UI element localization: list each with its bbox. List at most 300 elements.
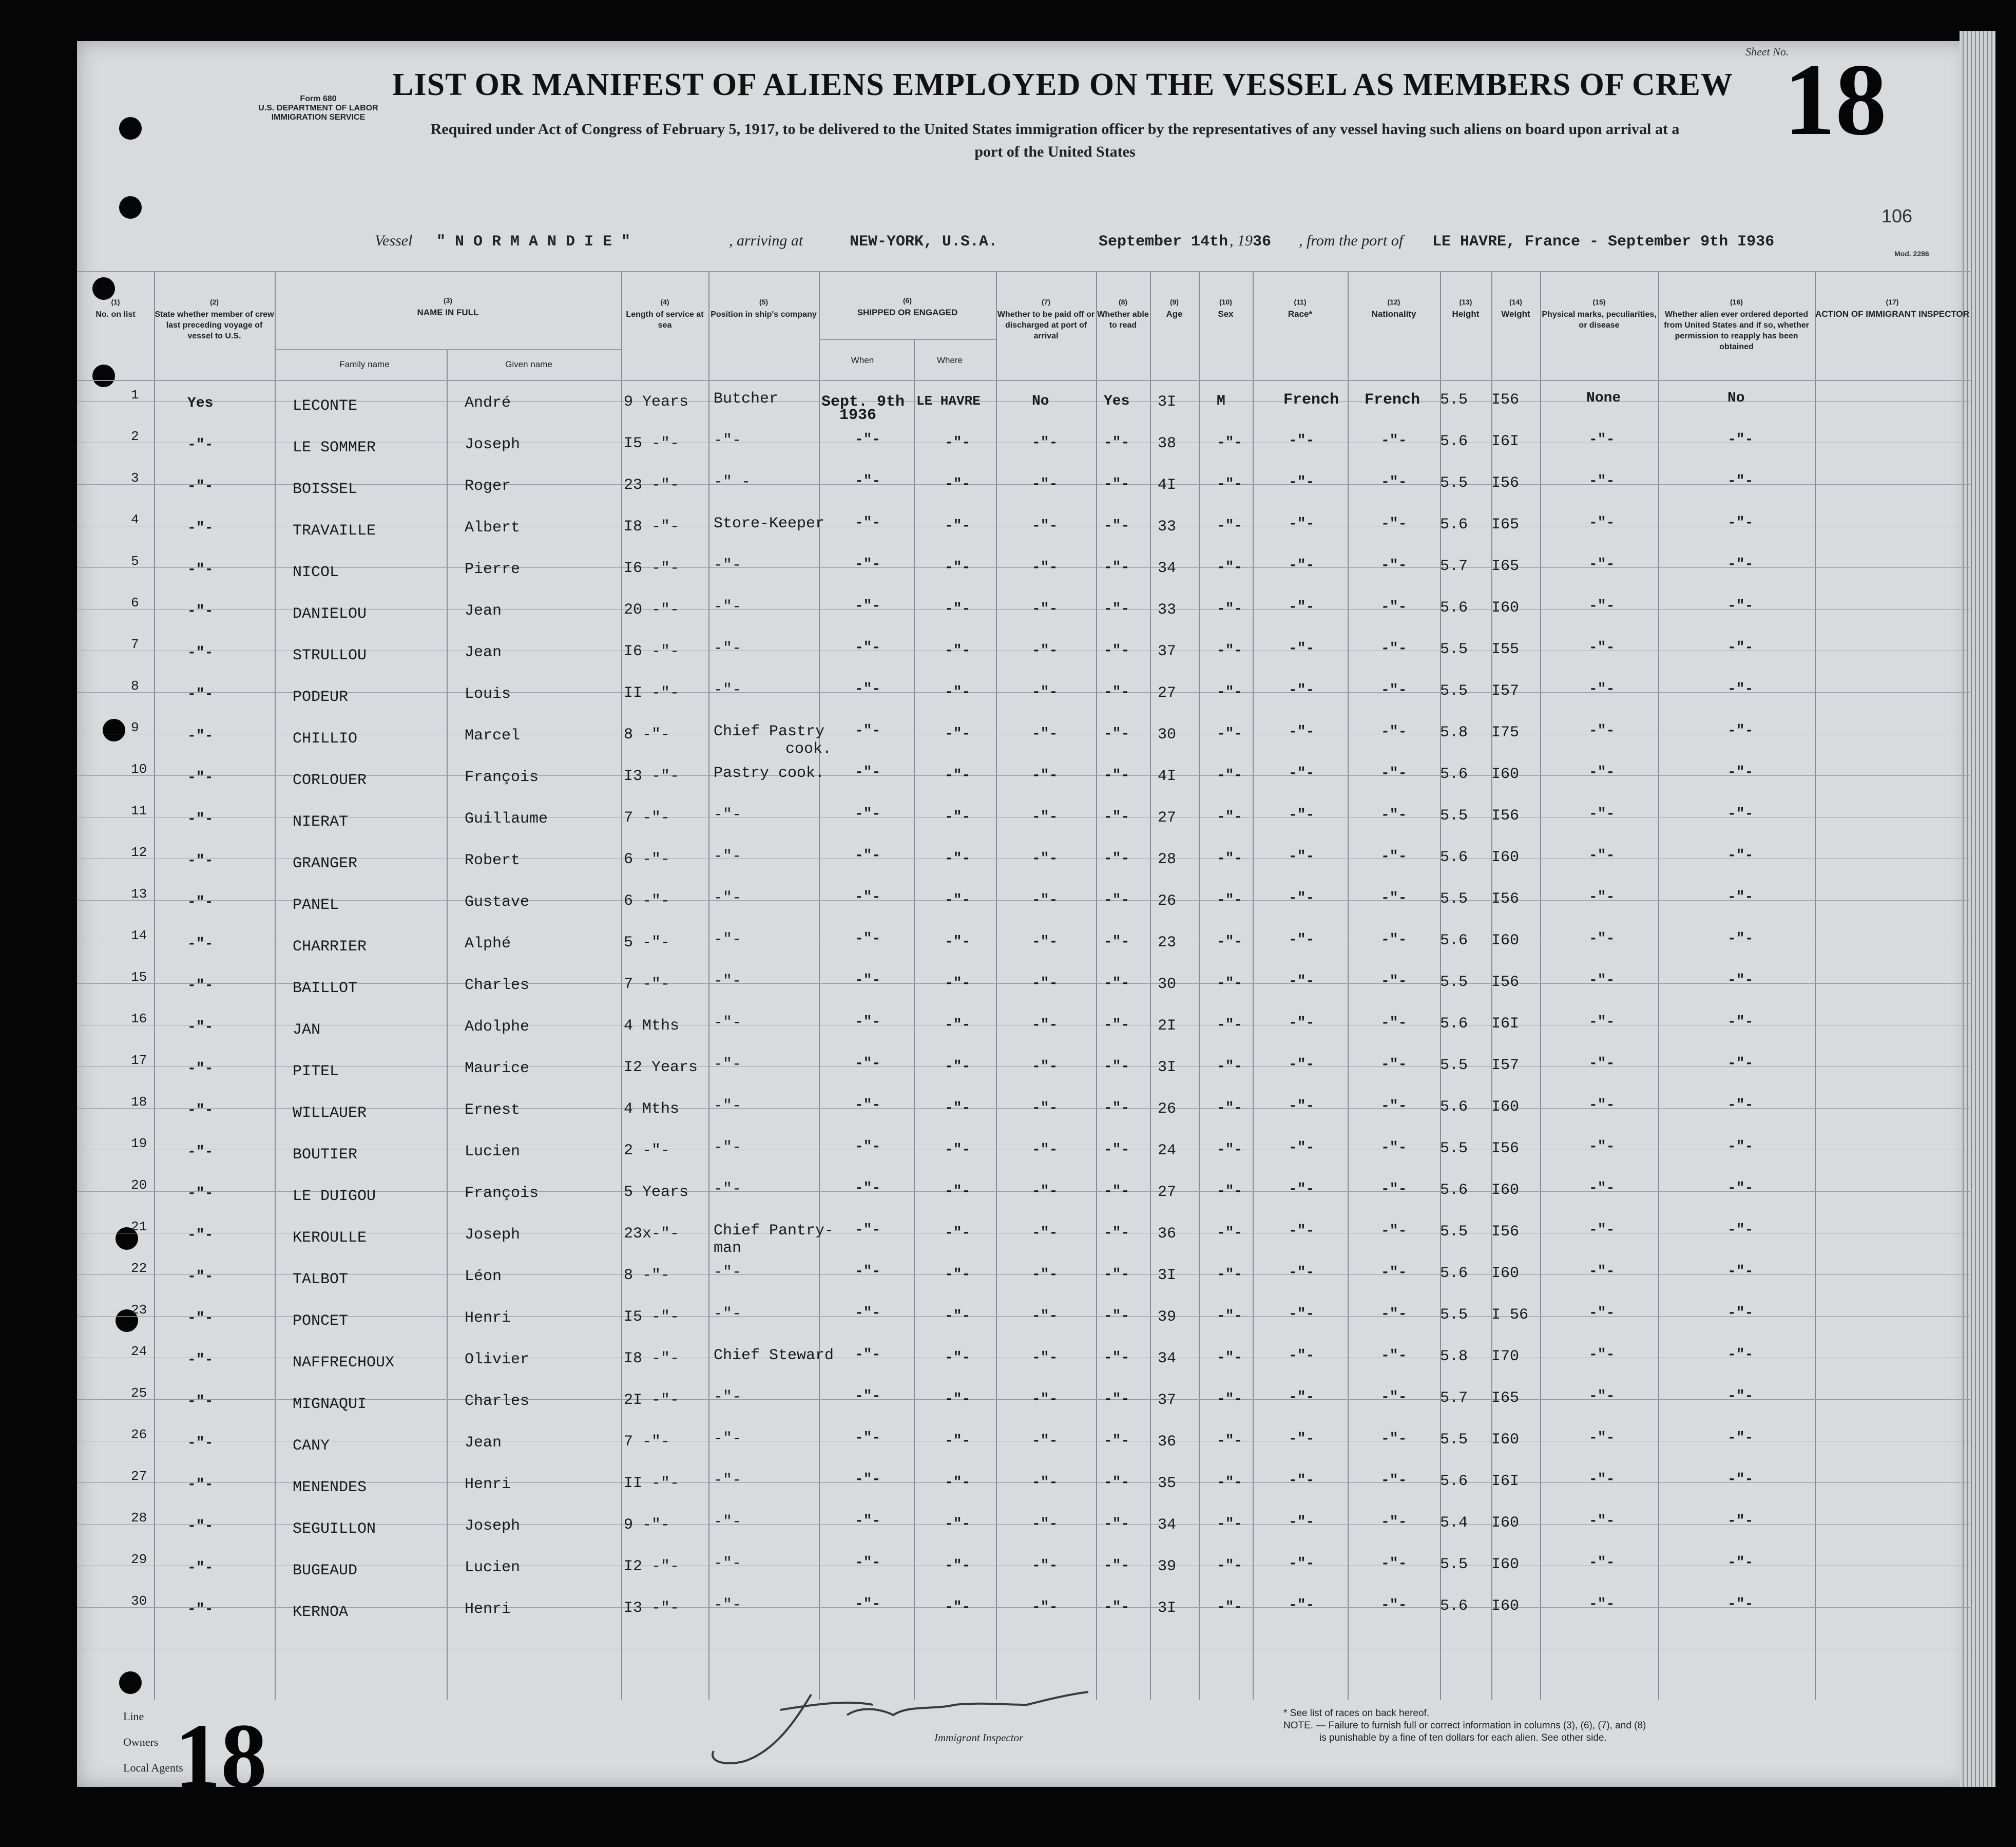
family-name: LE SOMMER — [293, 439, 376, 456]
physical-marks: -"- — [1589, 557, 1615, 573]
given-name: Maurice — [465, 1060, 530, 1077]
sex: -"- — [1217, 1100, 1243, 1116]
row-number: 6 — [131, 595, 139, 611]
given-name: Robert — [465, 852, 521, 869]
row-number: 26 — [131, 1427, 147, 1442]
physical-marks: -"- — [1589, 432, 1615, 448]
row-number: 11 — [131, 803, 147, 818]
age: 3I — [1158, 393, 1177, 411]
nationality: -"- — [1381, 1098, 1407, 1114]
ship-position: -"- — [714, 1056, 742, 1073]
prev-voyage: -"- — [187, 1435, 214, 1451]
column-number: (13) — [1459, 298, 1472, 306]
shipped-when: -"- — [855, 806, 881, 822]
column-number: (2) — [209, 298, 219, 306]
height: 5.6 — [1440, 1473, 1468, 1490]
given-name: Lucien — [465, 1143, 521, 1160]
given-name: Albert — [465, 519, 521, 537]
age: 3I — [1158, 1059, 1177, 1076]
family-name: BUGEAUD — [293, 1562, 358, 1579]
paid-off: -"- — [1032, 1600, 1058, 1615]
nationality: -"- — [1381, 766, 1407, 782]
weight: I6I — [1491, 1473, 1520, 1490]
column-divider — [1540, 272, 1541, 1700]
inspector-label: Immigrant Inspector — [934, 1731, 1024, 1744]
age: 34 — [1158, 1516, 1177, 1534]
column-number: (7) — [1041, 298, 1051, 306]
paid-off: -"- — [1032, 892, 1058, 908]
shipped-when: -"- — [855, 1596, 881, 1612]
ship-position: -"- — [714, 973, 742, 990]
able-to-read: -"- — [1104, 976, 1130, 992]
nationality: -"- — [1381, 724, 1407, 740]
given-name: Olivier — [465, 1351, 530, 1368]
arrival-date: September 14th — [1099, 233, 1228, 251]
paid-off: -"- — [1032, 1142, 1058, 1158]
deported: -"- — [1727, 1596, 1754, 1612]
shipped-where: -"- — [945, 1225, 971, 1241]
prev-voyage: -"- — [187, 770, 214, 786]
column-header — [1440, 297, 1491, 319]
race: -"- — [1289, 641, 1315, 657]
nationality: -"- — [1381, 474, 1407, 490]
punch-hole — [119, 117, 142, 140]
height: 5.8 — [1440, 1348, 1468, 1365]
shipped-where: -"- — [945, 1433, 971, 1449]
weight: I57 — [1491, 1057, 1520, 1074]
sheet-number: 18 — [1784, 43, 1887, 157]
weight: I56 — [1491, 474, 1520, 492]
row-rule — [77, 900, 1970, 901]
weight: I56 — [1491, 807, 1520, 825]
age: 26 — [1158, 1100, 1177, 1118]
sex: -"- — [1217, 1558, 1243, 1574]
ship-position: -"- — [714, 1097, 742, 1115]
shipped-when: -"- — [855, 765, 881, 780]
weight: I65 — [1491, 1389, 1520, 1407]
row-rule — [77, 484, 1970, 485]
height: 5.6 — [1440, 516, 1468, 534]
weight: I60 — [1491, 1265, 1520, 1282]
physical-marks: -"- — [1589, 1180, 1615, 1196]
family-name: PONCET — [293, 1312, 349, 1330]
paid-off: -"- — [1032, 1516, 1058, 1532]
ship-position: -"- — [714, 1472, 742, 1489]
race: -"- — [1289, 807, 1315, 823]
nationality: -"- — [1381, 1473, 1407, 1489]
shipped-where: -"- — [945, 1600, 971, 1615]
nationality: -"- — [1381, 1389, 1407, 1405]
column-label: Whether alien ever ordered deported from United States and if so, whether permission to reapply has been obtained — [1664, 310, 1809, 351]
column-divider — [708, 272, 709, 1700]
physical-marks: -"- — [1589, 1014, 1615, 1030]
deported: -"- — [1727, 1097, 1754, 1113]
service-length: I3 -"- — [624, 1600, 680, 1617]
service-length: 5 -"- — [624, 934, 670, 951]
shipped-when: -"- — [855, 1555, 881, 1571]
sex: -"- — [1217, 1142, 1243, 1158]
column-label: Whether to be paid off or discharged at port of arrival — [997, 310, 1095, 340]
from-label — [1299, 232, 1403, 250]
row-rule — [77, 1316, 1970, 1317]
row-rule — [77, 692, 1970, 693]
age: 35 — [1158, 1475, 1177, 1492]
family-name: STRULLOU — [293, 647, 367, 664]
physical-marks: -"- — [1589, 1430, 1615, 1446]
column-label: No. on list — [95, 310, 136, 319]
height: 5.5 — [1440, 682, 1468, 700]
shipped-where: -"- — [945, 1142, 971, 1158]
column-divider — [1096, 272, 1097, 1700]
service-length: 20 -"- — [624, 601, 680, 619]
shipped-where: -"- — [945, 518, 971, 534]
punch-hole — [92, 365, 115, 387]
row-number: 24 — [131, 1344, 147, 1359]
column-label: Race* — [1288, 309, 1313, 319]
physical-marks: -"- — [1589, 765, 1615, 780]
height: 5.6 — [1440, 766, 1468, 783]
age: 30 — [1158, 726, 1177, 744]
shipped-where: -"- — [945, 1059, 971, 1075]
given-name: Adolphe — [465, 1018, 530, 1036]
age: 38 — [1158, 435, 1177, 452]
weight: I60 — [1491, 766, 1520, 783]
weight: I60 — [1491, 1556, 1520, 1573]
shipped-where: -"- — [945, 809, 971, 825]
footnote — [1283, 1707, 1646, 1744]
shipped-when: -"- — [855, 1472, 881, 1488]
column-header — [275, 295, 621, 318]
weight: I60 — [1491, 1597, 1520, 1615]
column-number: (4) — [660, 298, 669, 306]
column-header — [1491, 297, 1540, 319]
column-number: (11) — [1294, 298, 1307, 306]
service-length: 2I -"- — [624, 1392, 680, 1409]
paid-off: -"- — [1032, 684, 1058, 700]
row-number: 3 — [131, 470, 139, 486]
vessel-name: " N O R M A N D I E " — [436, 233, 631, 251]
sex: -"- — [1217, 1184, 1243, 1199]
able-to-read: -"- — [1104, 726, 1130, 742]
family-name: CHARRIER — [293, 938, 367, 956]
column-divider — [1199, 272, 1200, 1700]
deported: -"- — [1727, 557, 1754, 573]
deported: -"- — [1727, 973, 1754, 988]
nationality: -"- — [1381, 558, 1407, 574]
deported: No — [1727, 390, 1745, 406]
given-name: François — [465, 769, 539, 786]
row-number: 14 — [131, 928, 147, 943]
from-label-text: , from the port of — [1299, 232, 1404, 249]
mod-number: Mod. 2286 — [1894, 250, 1929, 258]
weight: I56 — [1491, 974, 1520, 991]
shipped-where: -"- — [945, 1558, 971, 1574]
able-to-read: -"- — [1104, 1475, 1130, 1491]
shipped-when: -"- — [855, 1347, 881, 1363]
family-name: PODEUR — [293, 689, 349, 706]
height: 5.5 — [1440, 890, 1468, 908]
service-length: I2 -"- — [624, 1558, 680, 1575]
height: 5.6 — [1440, 433, 1468, 450]
age: 4I — [1158, 768, 1177, 785]
column-divider — [154, 272, 155, 1700]
race: -"- — [1289, 1182, 1315, 1197]
weight: I60 — [1491, 1514, 1520, 1532]
height: 5.5 — [1440, 974, 1468, 991]
sex: -"- — [1217, 768, 1243, 784]
shipped-where: -"- — [945, 684, 971, 700]
nationality: -"- — [1381, 1057, 1407, 1073]
family-name: BOISSEL — [293, 481, 358, 498]
race: -"- — [1289, 1306, 1315, 1322]
row-number: 22 — [131, 1261, 147, 1276]
nationality: -"- — [1381, 1556, 1407, 1572]
given-name: Henri — [465, 1476, 511, 1493]
weight: I56 — [1491, 1223, 1520, 1241]
weight: I60 — [1491, 1098, 1520, 1116]
prev-voyage: -"- — [187, 645, 214, 661]
paid-off: -"- — [1032, 1184, 1058, 1199]
row-number: 4 — [131, 512, 139, 527]
shipped-where: -"- — [945, 477, 971, 492]
family-name: LE DUIGOU — [293, 1188, 376, 1205]
service-length: II -"- — [624, 1475, 680, 1492]
able-to-read: -"- — [1104, 1308, 1130, 1324]
nationality: -"- — [1381, 1265, 1407, 1281]
physical-marks: -"- — [1589, 806, 1615, 822]
row-number: 30 — [131, 1593, 147, 1609]
column-label: Position in ship's company — [711, 310, 817, 319]
service-length: 9 Years — [624, 393, 689, 411]
shipped-when: 1936 — [839, 407, 877, 424]
row-number: 19 — [131, 1136, 147, 1151]
shipped-when: -"- — [855, 848, 881, 864]
height: 5.5 — [1440, 1431, 1468, 1449]
ship-position: -"- — [714, 1264, 742, 1281]
deported: -"- — [1727, 1014, 1754, 1030]
shipped-where: -"- — [945, 851, 971, 867]
shipped-when: -"- — [855, 432, 881, 448]
able-to-read: -"- — [1104, 435, 1130, 451]
race: -"- — [1289, 1556, 1315, 1572]
sex: -"- — [1217, 1392, 1243, 1407]
race: -"- — [1289, 1348, 1315, 1364]
row-number: 21 — [131, 1219, 147, 1234]
family-name: MIGNAQUI — [293, 1396, 367, 1413]
column-label: Sex — [1218, 309, 1234, 319]
ship-position: -"- — [714, 1513, 742, 1531]
column-header — [621, 297, 708, 331]
prev-voyage: -"- — [187, 936, 214, 952]
height: 5.5 — [1440, 1556, 1468, 1573]
sex: -"- — [1217, 1308, 1243, 1324]
able-to-read: -"- — [1104, 560, 1130, 576]
race: -"- — [1289, 890, 1315, 906]
prev-voyage: -"- — [187, 1186, 214, 1202]
paid-off: No — [1032, 393, 1049, 409]
race: -"- — [1289, 1057, 1315, 1073]
service-length: 4 Mths — [624, 1017, 680, 1035]
shipped-where: -"- — [945, 1100, 971, 1116]
race: -"- — [1289, 1597, 1315, 1613]
sex: -"- — [1217, 1267, 1243, 1283]
family-name: KEROULLE — [293, 1229, 367, 1247]
arrival-year: 36 — [1253, 233, 1272, 251]
column-header — [1096, 297, 1150, 331]
nationality: -"- — [1381, 974, 1407, 989]
height: 5.6 — [1440, 849, 1468, 866]
shipped-when: -"- — [855, 973, 881, 988]
given-name: André — [465, 394, 511, 412]
family-name: NICOL — [293, 564, 339, 581]
weight: I56 — [1491, 1140, 1520, 1157]
age: 24 — [1158, 1142, 1177, 1159]
shipped-where: -"- — [945, 560, 971, 576]
shipped-when: -"- — [855, 1264, 881, 1280]
subtitle-line-2: port of the United States — [974, 143, 1136, 160]
able-to-read: -"- — [1104, 1350, 1130, 1366]
able-to-read: -"- — [1104, 1184, 1130, 1199]
sex: -"- — [1217, 560, 1243, 576]
paid-off: -"- — [1032, 1308, 1058, 1324]
race: -"- — [1289, 724, 1315, 740]
shipped-where: -"- — [945, 934, 971, 950]
row-number: 15 — [131, 969, 147, 985]
prev-voyage: -"- — [187, 1310, 214, 1326]
ship-position: Chief Pastry — [714, 723, 825, 740]
race: -"- — [1289, 599, 1315, 615]
shipped-when: -"- — [855, 1305, 881, 1321]
sex: -"- — [1217, 1059, 1243, 1075]
prev-voyage: -"- — [187, 1602, 214, 1617]
race: -"- — [1289, 932, 1315, 948]
column-divider — [275, 272, 276, 1700]
family-name: SEGUILLON — [293, 1520, 376, 1538]
race: -"- — [1289, 1015, 1315, 1031]
able-to-read: -"- — [1104, 1017, 1130, 1033]
weight: I60 — [1491, 932, 1520, 949]
ship-position: cook. — [785, 740, 832, 758]
ship-position: -"- — [714, 1014, 742, 1032]
able-to-read: -"- — [1104, 1100, 1130, 1116]
able-to-read: -"- — [1104, 518, 1130, 534]
physical-marks: -"- — [1589, 1222, 1615, 1238]
height: 5.8 — [1440, 724, 1468, 741]
deported: -"- — [1727, 1388, 1754, 1404]
sex: -"- — [1217, 1433, 1243, 1449]
height: 5.5 — [1440, 807, 1468, 825]
column-label: Height — [1452, 309, 1480, 319]
prev-voyage: -"- — [187, 1061, 214, 1077]
shipped-when: -"- — [855, 889, 881, 905]
deported: -"- — [1727, 1513, 1754, 1529]
column-header — [154, 297, 275, 341]
prev-voyage: Yes — [187, 395, 214, 411]
deported: -"- — [1727, 806, 1754, 822]
physical-marks: -"- — [1589, 1555, 1615, 1571]
column-number: (12) — [1387, 298, 1400, 306]
column-header — [1815, 297, 1970, 319]
family-name: JAN — [293, 1021, 321, 1039]
height: 5.5 — [1440, 1140, 1468, 1157]
age: 28 — [1158, 851, 1177, 868]
height: 5.7 — [1440, 558, 1468, 575]
header-subline — [275, 349, 621, 350]
nationality: -"- — [1381, 849, 1407, 865]
page-title: LIST OR MANIFEST OF ALIENS EMPLOYED ON THE VESSEL AS MEMBERS OF CREW — [392, 67, 1733, 102]
physical-marks: -"- — [1589, 1139, 1615, 1155]
service-name: IMMIGRATION SERVICE — [271, 113, 366, 122]
deported: -"- — [1727, 1056, 1754, 1072]
prev-voyage: -"- — [187, 1477, 214, 1493]
paid-off: -"- — [1032, 1225, 1058, 1241]
sex: -"- — [1217, 851, 1243, 867]
service-length: I2 Years — [624, 1059, 698, 1076]
family-name: TRAVAILLE — [293, 522, 376, 540]
given-name: Charles — [465, 977, 530, 994]
nationality: -"- — [1381, 1306, 1407, 1322]
age: 3I — [1158, 1600, 1177, 1617]
height: 5.7 — [1440, 1389, 1468, 1407]
height: 5.6 — [1440, 599, 1468, 617]
physical-marks: -"- — [1589, 473, 1615, 489]
prev-voyage: -"- — [187, 437, 214, 453]
punch-hole — [103, 719, 125, 741]
given-name: Gustave — [465, 893, 530, 911]
paid-off: -"- — [1032, 851, 1058, 867]
given-name: Jean — [465, 1434, 502, 1452]
ship-position: Pastry cook. — [714, 765, 825, 782]
column-header — [1540, 297, 1658, 331]
height: 5.5 — [1440, 474, 1468, 492]
column-number: (3) — [443, 296, 453, 304]
given-name: Pierre — [465, 561, 521, 578]
column-divider — [1815, 272, 1816, 1700]
shipped-where: -"- — [945, 1516, 971, 1532]
able-to-read: -"- — [1104, 892, 1130, 908]
deported: -"- — [1727, 1472, 1754, 1488]
ship-position: -"- — [714, 640, 742, 657]
height: 5.6 — [1440, 1015, 1468, 1033]
family-name: CORLOUER — [293, 772, 367, 789]
physical-marks: -"- — [1589, 1097, 1615, 1113]
column-number: (14) — [1509, 298, 1522, 306]
column-header — [1150, 297, 1199, 319]
subcolumn-divider — [447, 349, 448, 1700]
family-name: NIERAT — [293, 813, 349, 831]
service-length: I8 -"- — [624, 518, 680, 536]
deported: -"- — [1727, 765, 1754, 780]
age: 34 — [1158, 1350, 1177, 1367]
column-divider — [996, 272, 997, 1700]
given-name: Marcel — [465, 727, 521, 745]
shipped-when: -"- — [855, 931, 881, 947]
year-prefix: , 19 — [1230, 232, 1253, 249]
nationality: -"- — [1381, 1348, 1407, 1364]
shipped-when: -"- — [855, 1014, 881, 1030]
prev-voyage: -"- — [187, 1227, 214, 1243]
sex: -"- — [1217, 518, 1243, 534]
service-length: 8 -"- — [624, 1267, 670, 1284]
shipped-when: -"- — [855, 1180, 881, 1196]
able-to-read: -"- — [1104, 768, 1130, 784]
weight: I60 — [1491, 1431, 1520, 1449]
physical-marks: -"- — [1589, 681, 1615, 697]
row-number: 9 — [131, 720, 139, 735]
deported: -"- — [1727, 889, 1754, 905]
prev-voyage: -"- — [187, 603, 214, 619]
column-header — [996, 297, 1096, 341]
